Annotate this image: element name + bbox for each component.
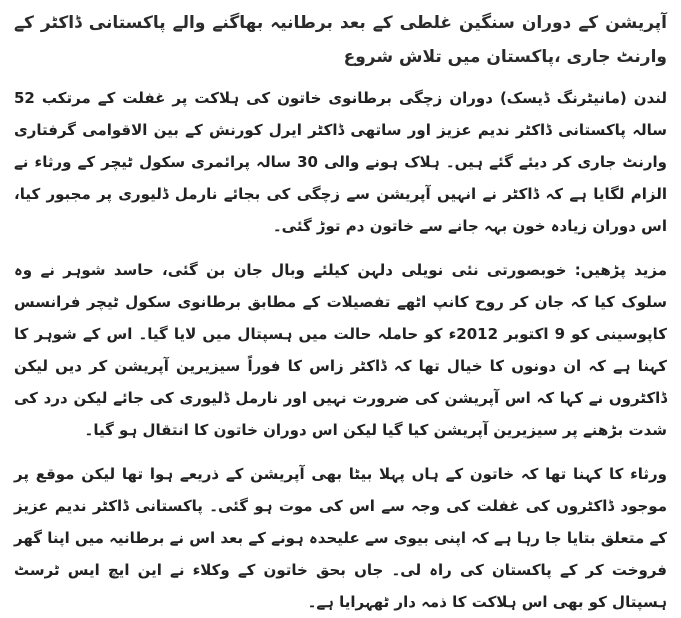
article-headline: آپریشن کے دوران سنگین غلطی کے بعد برطانیہ بھاگنے والے پاکستانی ڈاکٹر کے وارنٹ جاری ،پاکستان میں تلاش شروع xyxy=(14,13,667,67)
article-paragraph: مزید پڑھیں: خوبصورتی نئی نویلی دلہن کیلئے وبال جان بن گئی، حاسد شوہر نے وہ سلوک کیا کہ جان کر روح کانپ اٹھے تفصیلات کے مطابق برطانوی سکول ٹیچر فرانسس کاپوسینی کو 9 اکتوبر 2012ء کو حاملہ حالت میں ہسپتال میں لایا گیا۔ اس کے شوہر کا کہنا ہے کہ ان دونوں کا خیال تھا کہ ڈاکٹر زاس کا فوراً سیزیرین آپریشن کر دیں لیکن ڈاکٹروں نے کہا کہ اس آپریشن کی ضرورت نہیں اور نارمل ڈلیوری کی جائے لیکن درد کی شدت بڑھنے پر سیزیرین آپریشن کیا گیا لیکن اس دوران خاتون کا انتقال ہو گیا۔ xyxy=(14,261,667,439)
article-paragraph: لندن (مانیٹرنگ ڈیسک) دوران زچگی برطانوی خاتون کی ہلاکت پر غفلت کے مرتکب 52 سالہ پاکستانی ڈاکٹر ندیم عزیز اور ساتھی ڈاکٹر ایرل کورنش کے بین الاقوامی گرفتاری وارنٹ جاری کر دیئے گئے ہیں۔ ہلاک ہونے والی 30 سالہ پرائمری سکول ٹیچر کے ورثاء نے الزام لگایا ہے کہ ڈاکٹر نے انہیں آپریشن سے زچگی کی بجائے نارمل ڈلیوری پر مجبور کیا، اس دوران زیادہ خون بہہ جانے سے خاتون دم توڑ گئی۔ xyxy=(14,89,667,235)
article-paragraph: ورثاء کا کہنا تھا کہ خاتون کے ہاں پہلا بیٹا بھی آپریشن کے ذریعے ہوا تھا لیکن موقع پر موجود ڈاکٹروں کی غفلت کی وجہ سے اس کی موت ہو گئی۔ پاکستانی ڈاکٹر ندیم عزیز کے متعلق بتایا جا رہا ہے کہ اپنی بیوی سے علیحدہ ہونے کے بعد اس نے برطانیہ میں اپنا گھر فروخت کر کے پاکستان کی راہ لی۔ جاں بحق خاتون کے وکلاء نے این ایچ ایس ٹرسٹ ہسپتال کو بھی اس ہلاکت کا ذمہ دار ٹھہرایا ہے۔ xyxy=(14,465,667,611)
